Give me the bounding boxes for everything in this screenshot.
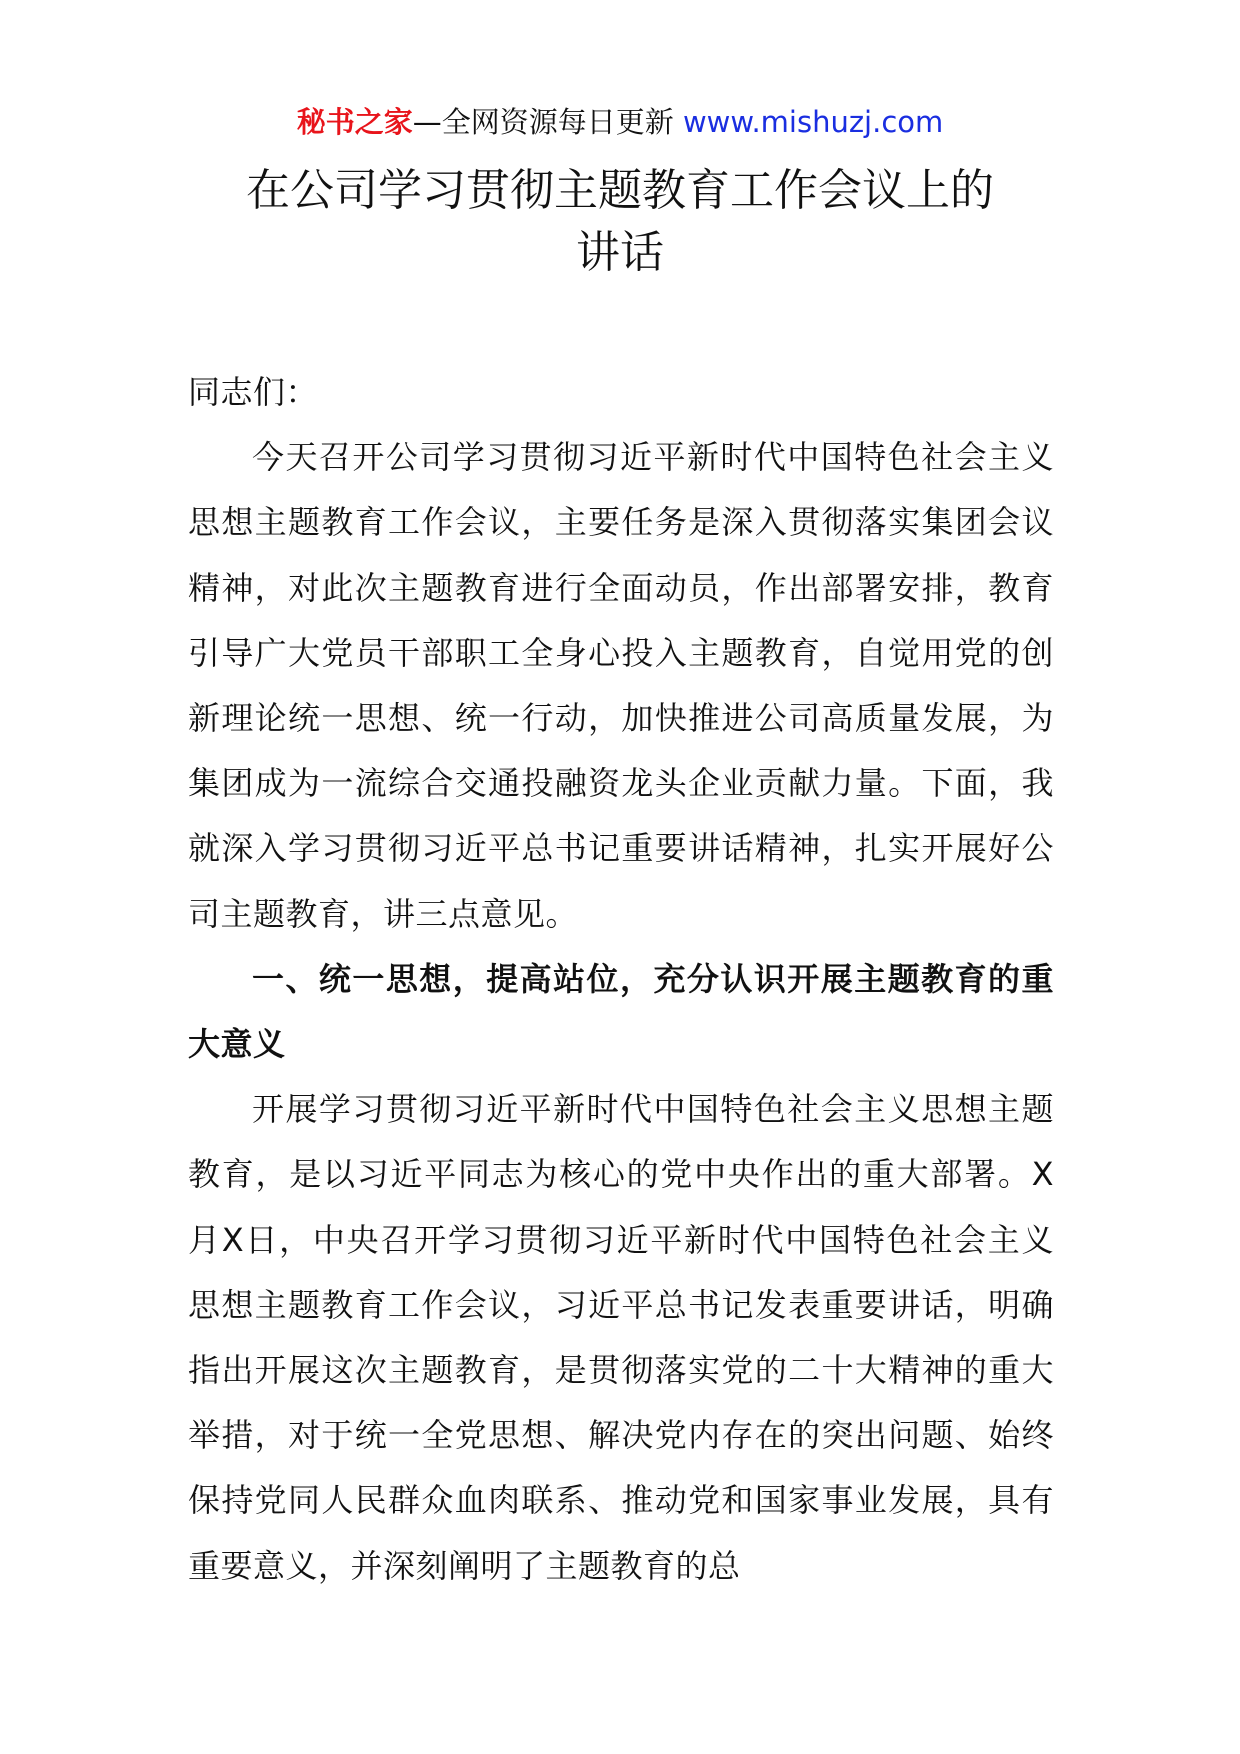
paragraph: 今天召开公司学习贯彻习近平新时代中国特色社会主义思想主题教育工作会议，主要任务是深入贯彻落实集团会议精神，对此次主题教育进行全面动员，作出部署安排，教育引导广大党员干部职工全身心投入主题教育，自觉用党的创新理论统一思想、统一行动，加快推进公司高质量发展，为集团成为一流综合交通投融资龙头企业贡献力量。下面，我就深入学习贯彻习近平总书记重要讲话精神，扎实开展好公司主题教育，讲三点意见。 [188, 438, 1054, 933]
paragraph: 开展学习贯彻习近平新时代中国特色社会主义思想主题教育，是以习近平同志为核心的党中央作出的重大部署。X月X日，中央召开学习贯彻习近平新时代中国特色社会主义思想主题教育工作会议，习近平总书记发表重要讲话，明确指出开展这次主题教育，是贯彻落实党的二十大精神的重大举措，对于统一全党思想、解决党内存在的突出问题、始终保持党同人民群众血肉联系、推动党和国家事业发展，具有重要意义，并深刻阐明了主题教育的总 [188, 1090, 1054, 1585]
section-heading: 一、统一思想，提高站位，充分认识开展主题教育的重大意义 [188, 959, 1054, 1064]
title-line-1: 在公司学习贯彻主题教育工作会议上的 [246, 165, 994, 216]
salutation: 同志们： [188, 373, 319, 411]
document-body [188, 360, 1054, 1599]
document-title [0, 160, 1240, 284]
header-tagline: —全网资源每日更新 [412, 105, 683, 139]
title-line-2: 讲话 [576, 227, 664, 278]
brand-name: 秘书之家 [296, 105, 413, 139]
page-header [0, 100, 1240, 144]
site-url[interactable]: www.mishuzj.com [682, 105, 944, 139]
